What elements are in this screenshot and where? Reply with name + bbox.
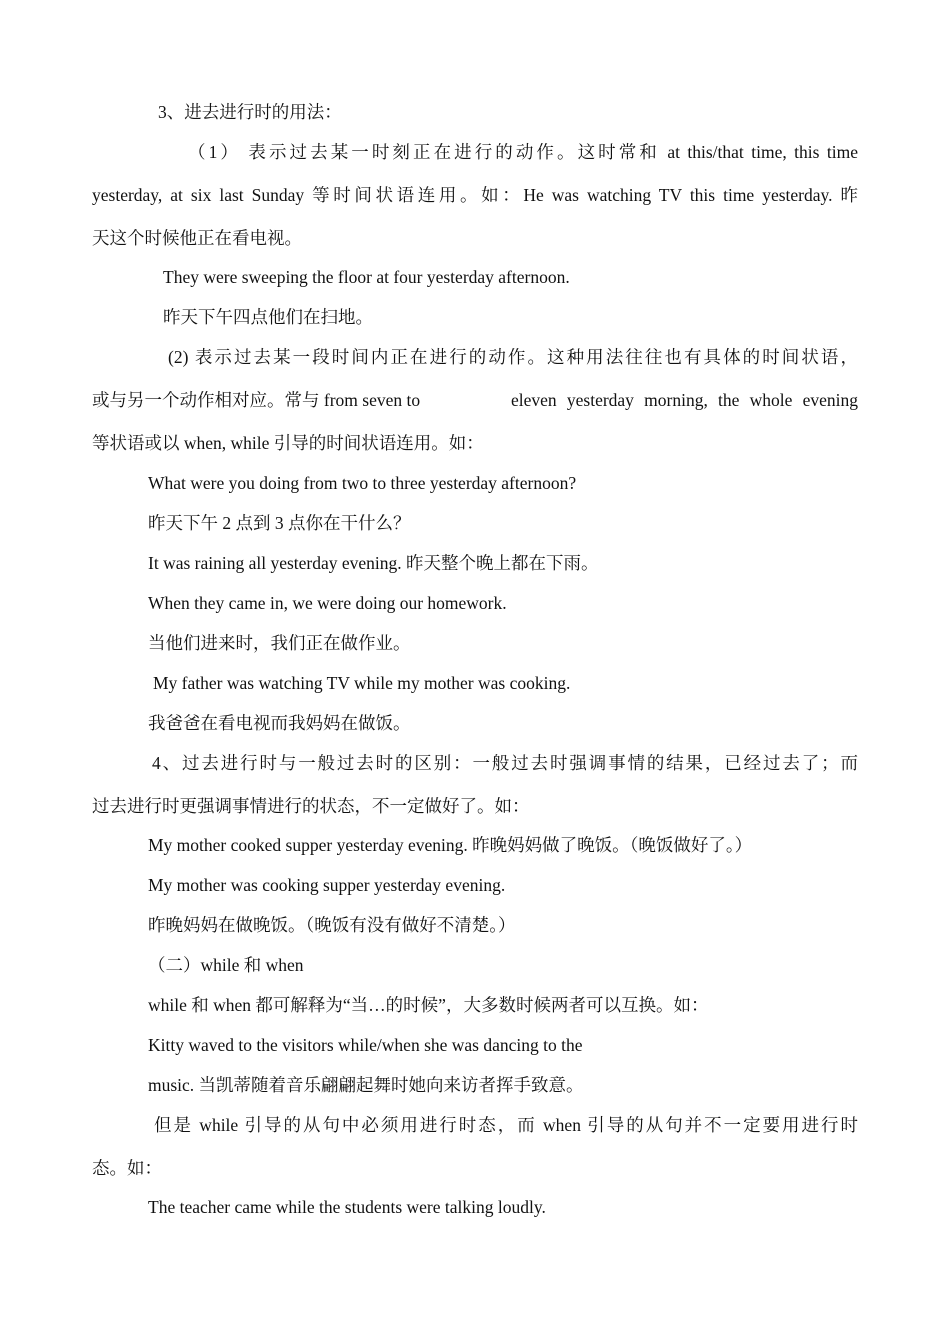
example-sentence: It was raining all yesterday evening. 昨天整个晚上都在下雨。 (148, 553, 599, 573)
paragraph-line: (2) 表示过去某一段时间内正在进行的动作。这种用法往往也有具体的时间状语， (168, 347, 858, 367)
example-translation: 昨晚妈妈在做晚饭。（晚饭有没有做好不清楚。） (148, 915, 516, 935)
paragraph-line: 但是 while 引导的从句中必须用进行时态，而 when 引导的从句并不一定要用进行时 (154, 1115, 858, 1135)
example-sentence: music. 当凯蒂随着音乐翩翩起舞时她向来访者挥手致意。 (148, 1075, 584, 1095)
subsection-heading: （二）while 和 when (148, 955, 304, 975)
example-translation: 当他们进来时，我们正在做作业。 (148, 633, 411, 653)
example-translation: 我爸爸在看电视而我妈妈在做饭。 (148, 713, 411, 733)
paragraph-line: 等状语或以 when, while 引导的时间状语连用。如： (92, 433, 484, 453)
paragraph-line: 过去进行时更强调事情进行的状态，不一定做好了。如： (92, 796, 530, 816)
example-sentence: My mother cooked supper yesterday evening. 昨晚妈妈做了晚饭。（晚饭做好了。） (148, 835, 753, 855)
example-translation: 昨天下午四点他们在扫地。 (163, 307, 373, 327)
section-heading-4: 4、过去进行时与一般过去时的区别：一般过去时强调事情的结果，已经过去了；而 (152, 753, 858, 773)
paragraph-line: 天这个时候他正在看电视。 (92, 228, 302, 248)
example-sentence: The teacher came while the students were talking loudly. (148, 1197, 546, 1217)
example-sentence: When they came in, we were doing our homework. (148, 593, 507, 613)
example-sentence: Kitty waved to the visitors while/when she was dancing to the (148, 1035, 583, 1055)
paragraph-line: （1） 表示过去某一时刻正在进行的动作。这时常和 at this/that time, this time (188, 142, 858, 162)
section-heading-3: 3、进去进行时的用法： (158, 102, 342, 122)
paragraph-line: eleven yesterday morning, the whole evening (511, 390, 858, 410)
paragraph-line: while 和 when 都可解释为“当…的时候”，大多数时候两者可以互换。如： (148, 995, 709, 1015)
example-sentence: My mother was cooking supper yesterday evening. (148, 875, 506, 895)
example-sentence: What were you doing from two to three yesterday afternoon? (148, 473, 577, 493)
paragraph-line: 态。如： (92, 1158, 162, 1178)
example-sentence: My father was watching TV while my mother was cooking. (153, 673, 571, 693)
example-sentence: They were sweeping the floor at four yesterday afternoon. (163, 267, 570, 287)
paragraph-line: 或与另一个动作相对应。常与 from seven to (92, 390, 421, 410)
example-translation: 昨天下午 2 点到 3 点你在干什么？ (148, 513, 411, 533)
paragraph-line: yesterday, at six last Sunday 等时间状语连用。如：He was watching TV this time yesterday. 昨 (92, 185, 858, 205)
